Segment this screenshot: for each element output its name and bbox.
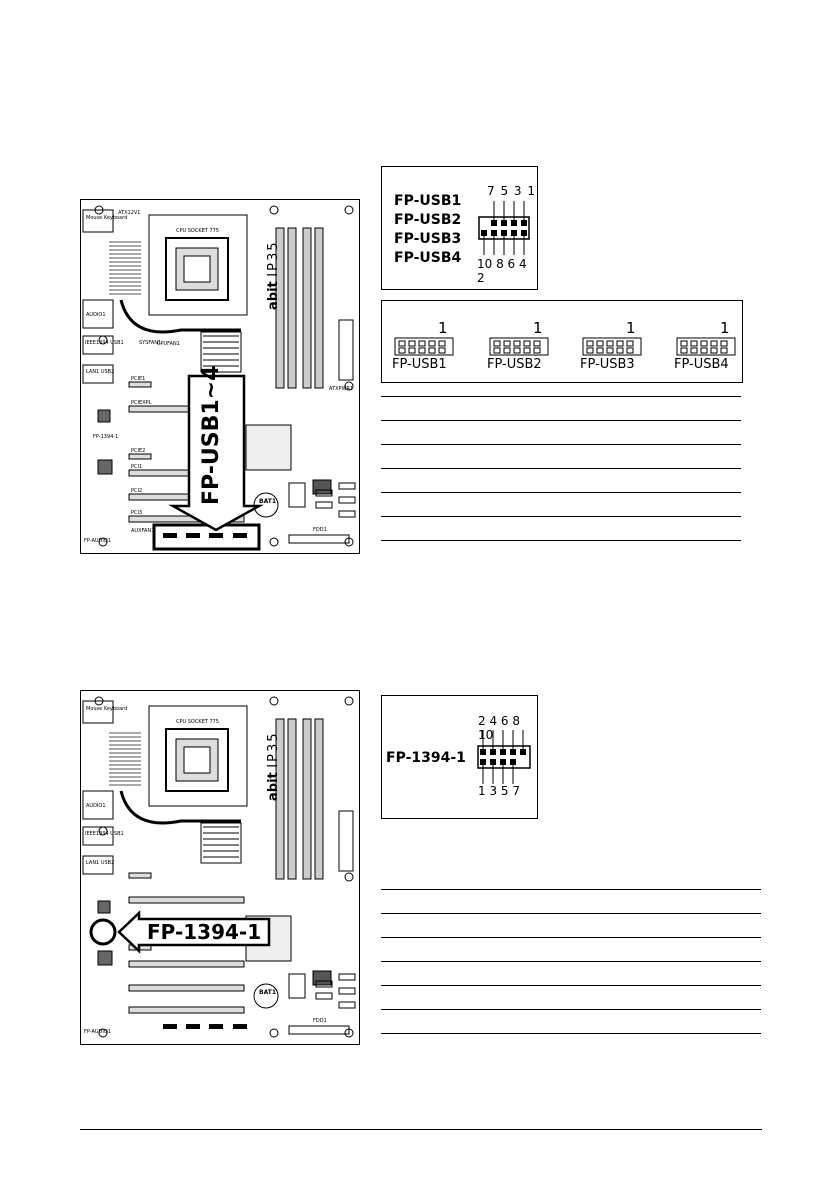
table-row (381, 421, 741, 445)
board-label-audio: AUDIO1 (86, 803, 106, 809)
table-row (381, 517, 741, 541)
header-label-fp-usb3: FP-USB3 (394, 231, 462, 247)
bottom-pin-numbers: 10 8 6 4 2 (477, 257, 527, 285)
board-label-fdd: FDD1 (313, 527, 327, 533)
board-label-fp1394: FP-1394-1 (93, 434, 119, 440)
motherboard-layout-usb (80, 199, 360, 554)
board-label-pci2: PCI2 (131, 488, 143, 494)
board-label-auxfan: AUXFAN1 (131, 528, 155, 534)
bottom-pin-numbers: 1 3 5 7 (478, 784, 520, 798)
usb-pin-assignment-table (381, 396, 741, 541)
board-label-bat: BAT1 (259, 989, 277, 996)
connector-fp-usb1 (392, 319, 462, 379)
ieee1394-header-pinout-box (381, 695, 538, 819)
board-label-fpaudio: FP-AUDIO1 (84, 538, 111, 544)
board-brand: abit (266, 281, 281, 310)
board-label-pcie2: PCIE2 (131, 448, 146, 454)
pin-header-icon (476, 728, 536, 788)
board-label-pci1: PCI1 (131, 464, 143, 470)
board-label-bat: BAT1 (259, 498, 277, 505)
board-label-lan: LAN1 USB2 (86, 369, 115, 375)
table-row (381, 890, 761, 914)
board-model: IP35 (266, 731, 281, 768)
board-label-lan: LAN1 USB2 (86, 860, 115, 866)
board-label-mouse: Mouse Keyboard (86, 215, 128, 221)
connector-pins-icon (489, 337, 551, 357)
board-label-ieee: IEEE1394 USB1 (85, 831, 124, 837)
board-label-fpaudio: FP-AUDIO1 (84, 1029, 111, 1035)
pin-header-icon (477, 199, 537, 259)
table-row (381, 445, 741, 469)
table-row (381, 1010, 761, 1034)
table-row (381, 469, 741, 493)
connector-pins-icon (394, 337, 456, 357)
connector-pins-icon (582, 337, 644, 357)
board-label-sysfan: SYSFAN1 (139, 340, 162, 346)
board-label-pcie1: PCIE1 (131, 376, 146, 382)
usb-header-pinout-box (381, 166, 538, 290)
header-label-fp-usb1: FP-USB1 (394, 193, 462, 209)
board-label-ieee: IEEE1394 USB1 (85, 340, 124, 346)
board-label-cpu-socket: CPU SOCKET 775 (176, 228, 219, 234)
board-brand-logo (266, 732, 281, 802)
board-label-atxpwr: ATXPWR1 (329, 386, 354, 392)
top-pin-numbers: 2 4 6 8 10 (478, 714, 520, 742)
ieee1394-pin-assignment-table (381, 889, 761, 1034)
callout-label: FP-USB1~4 (199, 365, 224, 505)
top-pin-numbers: 7 5 3 1 (487, 184, 536, 198)
table-row (381, 397, 741, 421)
usb-connectors-box (381, 300, 743, 383)
pin1-marker: 1 (438, 319, 448, 337)
header-label-fp-usb4: FP-USB4 (394, 250, 462, 266)
motherboard-layout-1394 (80, 690, 360, 1045)
board-label-pciex16: PCIEXPL (131, 400, 152, 406)
board-label-cpufan: CPUFAN1 (157, 341, 180, 347)
table-row (381, 962, 761, 986)
table-row (381, 914, 761, 938)
pin1-marker: 1 (533, 319, 543, 337)
connector-label: FP-USB2 (487, 357, 542, 372)
board-label-atx12v: ATX12V1 (118, 210, 141, 216)
table-row (381, 938, 761, 962)
connector-fp-usb3 (580, 319, 650, 379)
board-label-pci3: PCI3 (131, 510, 143, 516)
connector-label: FP-USB4 (674, 357, 729, 372)
board-label-mouse: Mouse Keyboard (86, 706, 128, 712)
pin1-marker: 1 (720, 319, 730, 337)
connector-label: FP-USB3 (580, 357, 635, 372)
connector-fp-usb2 (487, 319, 557, 379)
board-label-audio: AUDIO1 (86, 312, 106, 318)
board-label-cpu-socket: CPU SOCKET 775 (176, 719, 219, 725)
footer-rule (80, 1129, 762, 1130)
connector-label: FP-USB1 (392, 357, 447, 372)
table-row (381, 986, 761, 1010)
table-row (381, 493, 741, 517)
board-model: IP35 (266, 240, 281, 277)
board-brand: abit (266, 772, 281, 801)
pin1-marker: 1 (626, 319, 636, 337)
header-label-fp-usb2: FP-USB2 (394, 212, 462, 228)
callout-label: FP-1394-1 (147, 920, 262, 944)
header-label-fp-1394-1: FP-1394-1 (386, 750, 466, 766)
board-label-fdd: FDD1 (313, 1018, 327, 1024)
motherboard-drawing (81, 691, 359, 1044)
connector-pins-icon (676, 337, 738, 357)
connector-fp-usb4 (674, 319, 744, 379)
